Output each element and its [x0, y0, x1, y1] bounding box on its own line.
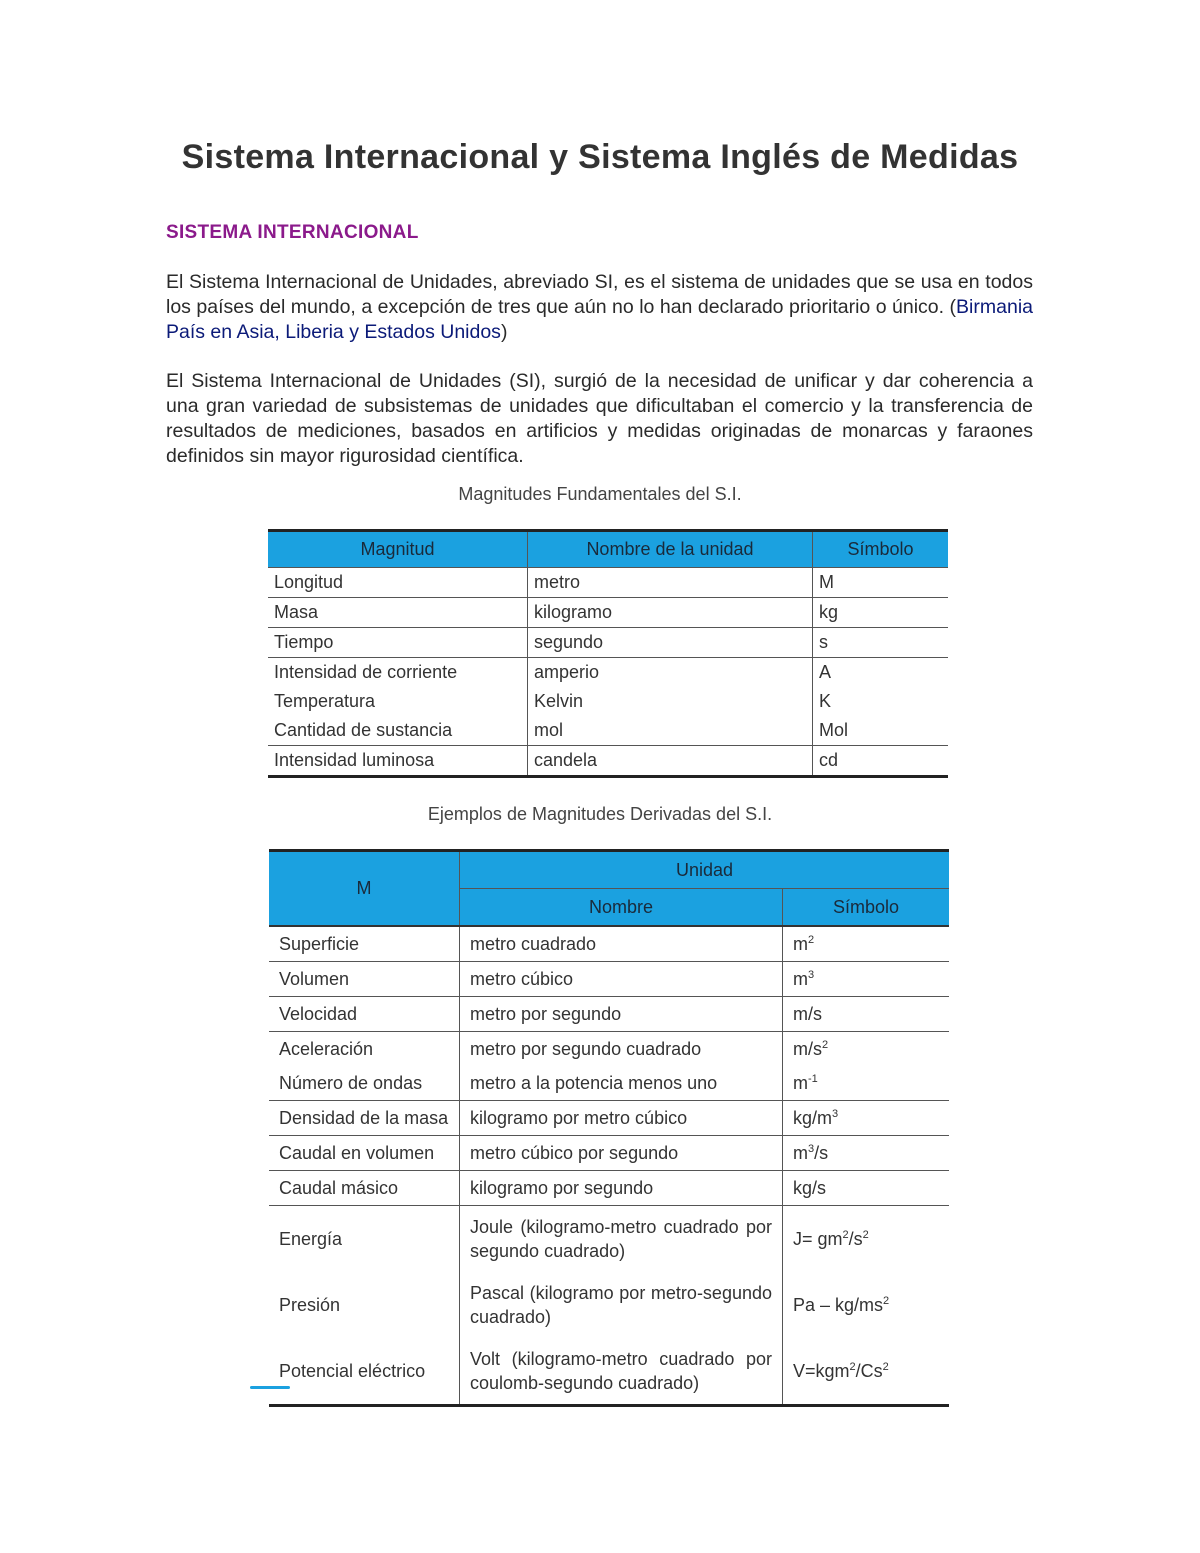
symbol-exponent: 2 [882, 1360, 889, 1373]
table-row [269, 1272, 949, 1338]
symbol-exponent: 3 [808, 1142, 815, 1155]
table-cell: metro cuadrado [460, 926, 783, 962]
symbol-base: kg/m [793, 1107, 833, 1128]
table-cell: Pascal (kilogramo por metro-segundo cuadrado) [460, 1272, 783, 1338]
table-row [269, 1338, 949, 1406]
symbol-exponent: 2 [842, 1228, 849, 1241]
table-cell: Presión [279, 1294, 341, 1315]
symbol-base: J= gm [793, 1228, 843, 1249]
table-row [268, 628, 948, 658]
symbol-tail: /s [814, 1142, 829, 1163]
table-row [268, 716, 948, 746]
table-cell: Número de ondas [269, 1066, 460, 1101]
table-cell: Caudal en volumen [269, 1136, 460, 1171]
table-cell: Intensidad de corriente [274, 662, 458, 682]
fundamental-magnitudes-table [268, 529, 948, 778]
countries-link[interactable]: Birmania País en Asia, Liberia y Estados Unidos [166, 296, 1033, 343]
table-row [269, 1206, 949, 1273]
table-cell: Energía [279, 1228, 343, 1249]
table-cell: metro por segundo [460, 997, 783, 1032]
table-row [268, 687, 948, 716]
table-cell: metro [528, 568, 813, 598]
table-cell: Kelvin [528, 687, 813, 716]
table-row [268, 746, 948, 777]
history-paragraph: El Sistema Internacional de Unidades (SI), surgió de la necesidad de unificar y dar coherencia a una gran variedad de subsistemas de unidades que dificultaban el comercio y la transferencia de resultados de mediciones, basados en artificios y medidas originadas de monarcas y faraones definidos sin mayor rigurosidad científica. [166, 370, 1033, 467]
table-cell: metro cúbico [460, 962, 783, 997]
symbol-tail: /Cs [855, 1360, 883, 1381]
table-cell: metro a la potencia menos uno [460, 1066, 783, 1101]
table-row [269, 1136, 949, 1171]
table-cell: Longitud [268, 568, 528, 598]
symbol-base: m [793, 968, 808, 989]
table-row [269, 962, 949, 997]
symbol-base: m [793, 1072, 808, 1093]
table2-header-m: M [269, 851, 460, 927]
unit-symbol [783, 1206, 950, 1273]
table-cell: Potencial eléctrico [279, 1360, 426, 1381]
table-cell: metro cúbico por segundo [460, 1136, 783, 1171]
derived-magnitudes-table [269, 849, 949, 1407]
unit-symbol [783, 1101, 950, 1136]
table-cell: Cantidad de sustancia [268, 716, 528, 746]
symbol-exponent: 2 [822, 1038, 829, 1051]
table-cell: Velocidad [269, 997, 460, 1032]
table2-caption: Ejemplos de Magnitudes Derivadas del S.I. [427, 804, 773, 824]
symbol-tail: /s [848, 1228, 863, 1249]
symbol-base: m [793, 1142, 808, 1163]
unit-symbol [783, 997, 950, 1032]
table-cell: Volt (kilogramo-metro cuadrado por coulomb-segundo cuadrado) [460, 1338, 783, 1406]
table-row [269, 1171, 949, 1206]
table-row [268, 568, 948, 598]
page-title: Sistema Internacional y Sistema Inglés de Medidas [181, 138, 1019, 176]
table2-header-nombre: Nombre [460, 889, 783, 927]
table-cell: candela [528, 746, 813, 777]
table-cell: Masa [268, 598, 528, 628]
symbol-base: m/s [793, 1038, 822, 1059]
table-cell: Superficie [269, 926, 460, 962]
unit-symbol [783, 1171, 950, 1206]
table-row [269, 1032, 949, 1067]
decorative-line [250, 1386, 290, 1389]
unit-symbol [783, 1136, 950, 1171]
table1-caption: Magnitudes Fundamentales del S.I. [458, 484, 742, 504]
intro-close: ) [500, 321, 508, 343]
unit-symbol [783, 1272, 950, 1338]
table-cell: kilogramo por segundo [460, 1171, 783, 1206]
symbol-exponent: -1 [808, 1072, 818, 1085]
unit-symbol [783, 1032, 950, 1067]
table-cell: amperio [528, 658, 813, 688]
table1-header-magnitud: Magnitud [268, 531, 528, 568]
table-cell: kg [813, 598, 949, 628]
table-cell: Temperatura [274, 691, 376, 711]
table-cell: M [813, 568, 949, 598]
table-cell: kilogramo [528, 598, 813, 628]
section-heading: SISTEMA INTERNACIONAL [166, 222, 419, 243]
unit-symbol [783, 1338, 950, 1406]
symbol-exponent: 2 [849, 1360, 856, 1373]
symbol-exponent: 2 [883, 1294, 890, 1307]
table-row [268, 658, 948, 688]
table-cell: Caudal másico [269, 1171, 460, 1206]
table-cell: Mol [813, 716, 949, 746]
unit-symbol [783, 926, 950, 962]
symbol-exponent: 2 [808, 933, 815, 946]
symbol-base: V=kgm [793, 1360, 850, 1381]
table-cell: kilogramo por metro cúbico [460, 1101, 783, 1136]
table-cell: segundo [528, 628, 813, 658]
table-cell: Tiempo [268, 628, 528, 658]
table-cell: s [813, 628, 949, 658]
table1-header-nombre: Nombre de la unidad [528, 531, 813, 568]
table-cell: Joule (kilogramo-metro cuadrado por segundo cuadrado) [460, 1206, 783, 1273]
symbol-base: m/s [793, 1003, 822, 1024]
symbol-base: Pa – kg/ms [793, 1294, 884, 1315]
table-cell: A [813, 658, 949, 688]
table-row [269, 997, 949, 1032]
table-cell: K [813, 687, 949, 716]
unit-symbol [783, 1066, 950, 1101]
table-cell: Aceleración [279, 1038, 374, 1059]
table-cell: mol [528, 716, 813, 746]
symbol-exponent: 3 [832, 1107, 839, 1120]
intro-paragraph [166, 270, 1033, 345]
symbol-exponent: 2 [862, 1228, 869, 1241]
table2-header-unidad: Unidad [460, 851, 950, 889]
intro-text: El Sistema Internacional de Unidades, abreviado SI, es el sistema de unidades que se usa en todos los países del mundo, a excepción de tres que aún no lo han declarado prioritario o único. ( [166, 271, 1033, 318]
unit-symbol [783, 962, 950, 997]
table1-header-simbolo: Símbolo [813, 531, 949, 568]
table-cell: cd [813, 746, 949, 777]
table-row [268, 598, 948, 628]
table2-body [269, 926, 949, 1406]
table-cell: Volumen [269, 962, 460, 997]
symbol-base: kg/s [793, 1177, 827, 1198]
table-cell: Intensidad luminosa [274, 750, 435, 770]
table-cell: metro por segundo cuadrado [460, 1032, 783, 1067]
table-row [269, 1101, 949, 1136]
table-row [269, 926, 949, 962]
symbol-base: m [793, 933, 808, 954]
table-cell: Densidad de la masa [269, 1101, 460, 1136]
table2-header-simbolo: Símbolo [783, 889, 950, 927]
table-row [269, 1066, 949, 1101]
symbol-exponent: 3 [808, 968, 815, 981]
